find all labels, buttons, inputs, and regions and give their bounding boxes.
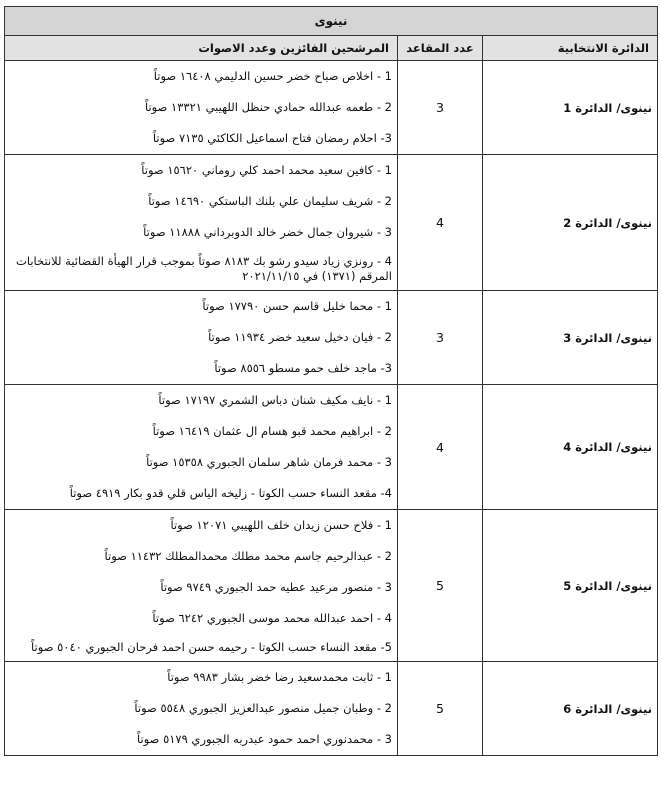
seat-count: 3 (398, 291, 483, 385)
seats-header: عدد المقاعد (398, 36, 483, 61)
candidate-entry: 1 - كافين سعيد محمد احمد كلي روماني ١٥٦٢٠ صوتاً (141, 163, 392, 177)
district-name: نينوى/ الدائرة 4 (483, 385, 658, 510)
candidate-list (10, 662, 392, 755)
seat-count: 5 (398, 662, 483, 756)
candidate-list (10, 61, 392, 154)
candidate-entry: 3- احلام رمضان فتاح اسماعيل الكاكئي ٧١٣٥ صوتاً (152, 131, 392, 145)
seat-count: 5 (398, 510, 483, 662)
candidate-list (10, 291, 392, 384)
candidate-entry: 2 - فيان دخيل سعيد خضر ١١٩٣٤ صوتاً (208, 330, 392, 344)
district-name: نينوى/ الدائرة 2 (483, 155, 658, 291)
candidate-entry: 4 - احمد عبدالله محمد موسى الجبوري ٦٢٤٢ صوتاً (152, 611, 392, 625)
district-name: نينوى/ الدائرة 6 (483, 662, 658, 756)
table-row (5, 510, 658, 662)
candidate-entry: 5- مقعد النساء حسب الكوتا - رحيمه حسن احمد فرحان الجبوري ٥٠٤٠ صوتاً (31, 640, 392, 654)
candidate-entry: 2 - وطبان جميل منصور عبدالعزيز الجبوري ٥٥٤٨ صوتاً (134, 701, 392, 715)
title-row (5, 7, 658, 36)
seat-count: 3 (398, 61, 483, 155)
results-table (4, 6, 658, 756)
candidate-entry: 3- ماجد خلف حمو مسطو ٨٥٥٦ صوتاً (214, 361, 392, 375)
candidate-list (10, 385, 392, 509)
candidate-list (10, 510, 392, 661)
candidate-list-cell (5, 662, 398, 756)
table-row (5, 662, 658, 756)
candidate-list-cell (5, 61, 398, 155)
candidate-entry: 1 - نايف مكيف شنان دباس الشمري ١٧١٩٧ صوتاً (158, 393, 392, 407)
seat-count: 4 (398, 385, 483, 510)
district-header: الدائرة الانتخابية (483, 36, 658, 61)
province-title: نينوى (5, 7, 658, 36)
candidate-entry: 2 - شريف سليمان علي بلنك الباستكي ١٤٦٩٠ صوتاً (148, 194, 392, 208)
district-name: نينوى/ الدائرة 5 (483, 510, 658, 662)
candidate-entry: 1 - ثابت محمدسعيد رضا خضر بشار ٩٩٨٣ صوتاً (167, 670, 392, 684)
candidate-entry: 4- مقعد النساء حسب الكوتا - زليخه الياس قلي قدو بكار ٤٩١٩ صوتاً (69, 486, 392, 500)
table-row (5, 385, 658, 510)
candidate-entry: 1 - اخلاص صباح خضر حسين الدليمي ١٦٤٠٨ صوتاً (153, 69, 392, 83)
district-name: نينوى/ الدائرة 3 (483, 291, 658, 385)
table-row (5, 155, 658, 291)
candidate-list-cell (5, 291, 398, 385)
candidate-entry: 2 - عبدالرحيم جاسم محمد مطلك محمدالمطلك ١١٤٣٢ صوتاً (104, 549, 392, 563)
candidate-entry: 4 - رونزي زياد سيدو رشو بك ٨١٨٣ صوتاً بموجب قرار الهيأة القضائية للانتخابات المرقم (١٣٧١) في ٢٠٢١/١١/١٥ (16, 254, 392, 283)
seat-count: 4 (398, 155, 483, 291)
candidates-header: المرشحين الفائزين وعدد الاصوات (5, 36, 398, 61)
district-name: نينوى/ الدائرة 1 (483, 61, 658, 155)
candidate-entry: 3 - محمد فرمان شاهر سلمان الجبوري ١٥٣٥٨ صوتاً (146, 455, 392, 469)
table-row (5, 291, 658, 385)
candidate-entry: 2 - طعمه عبدالله حمادي حنظل اللهيبي ١٣٣٢١ صوتاً (144, 100, 392, 114)
candidate-entry: 1 - محما خليل قاسم حسن ١٧٧٩٠ صوتاً (202, 299, 392, 313)
candidate-entry: 1 - فلاح حسن زيدان خلف اللهيبي ١٢٠٧١ صوتاً (170, 518, 392, 532)
candidate-entry: 2 - ابراهيم محمد قبو هسام ال عثمان ١٦٤١٩ صوتاً (152, 424, 392, 438)
candidate-list-cell (5, 155, 398, 291)
table-row (5, 61, 658, 155)
candidate-list (10, 155, 392, 290)
header-row (5, 36, 658, 61)
candidate-entry: 3 - محمدنوري احمد حمود عبدربه الجبوري ٥١٧٩ صوتاً (136, 732, 392, 746)
candidate-list-cell (5, 385, 398, 510)
candidate-entry: 3 - منصور مرعيد عطيه حمد الجبوري ٩٧٤٩ صوتاً (160, 580, 392, 594)
candidate-list-cell (5, 510, 398, 662)
candidate-entry: 3 - شيروان جمال خضر خالد الدوبرداني ١١٨٨٨ صوتاً (143, 225, 392, 239)
